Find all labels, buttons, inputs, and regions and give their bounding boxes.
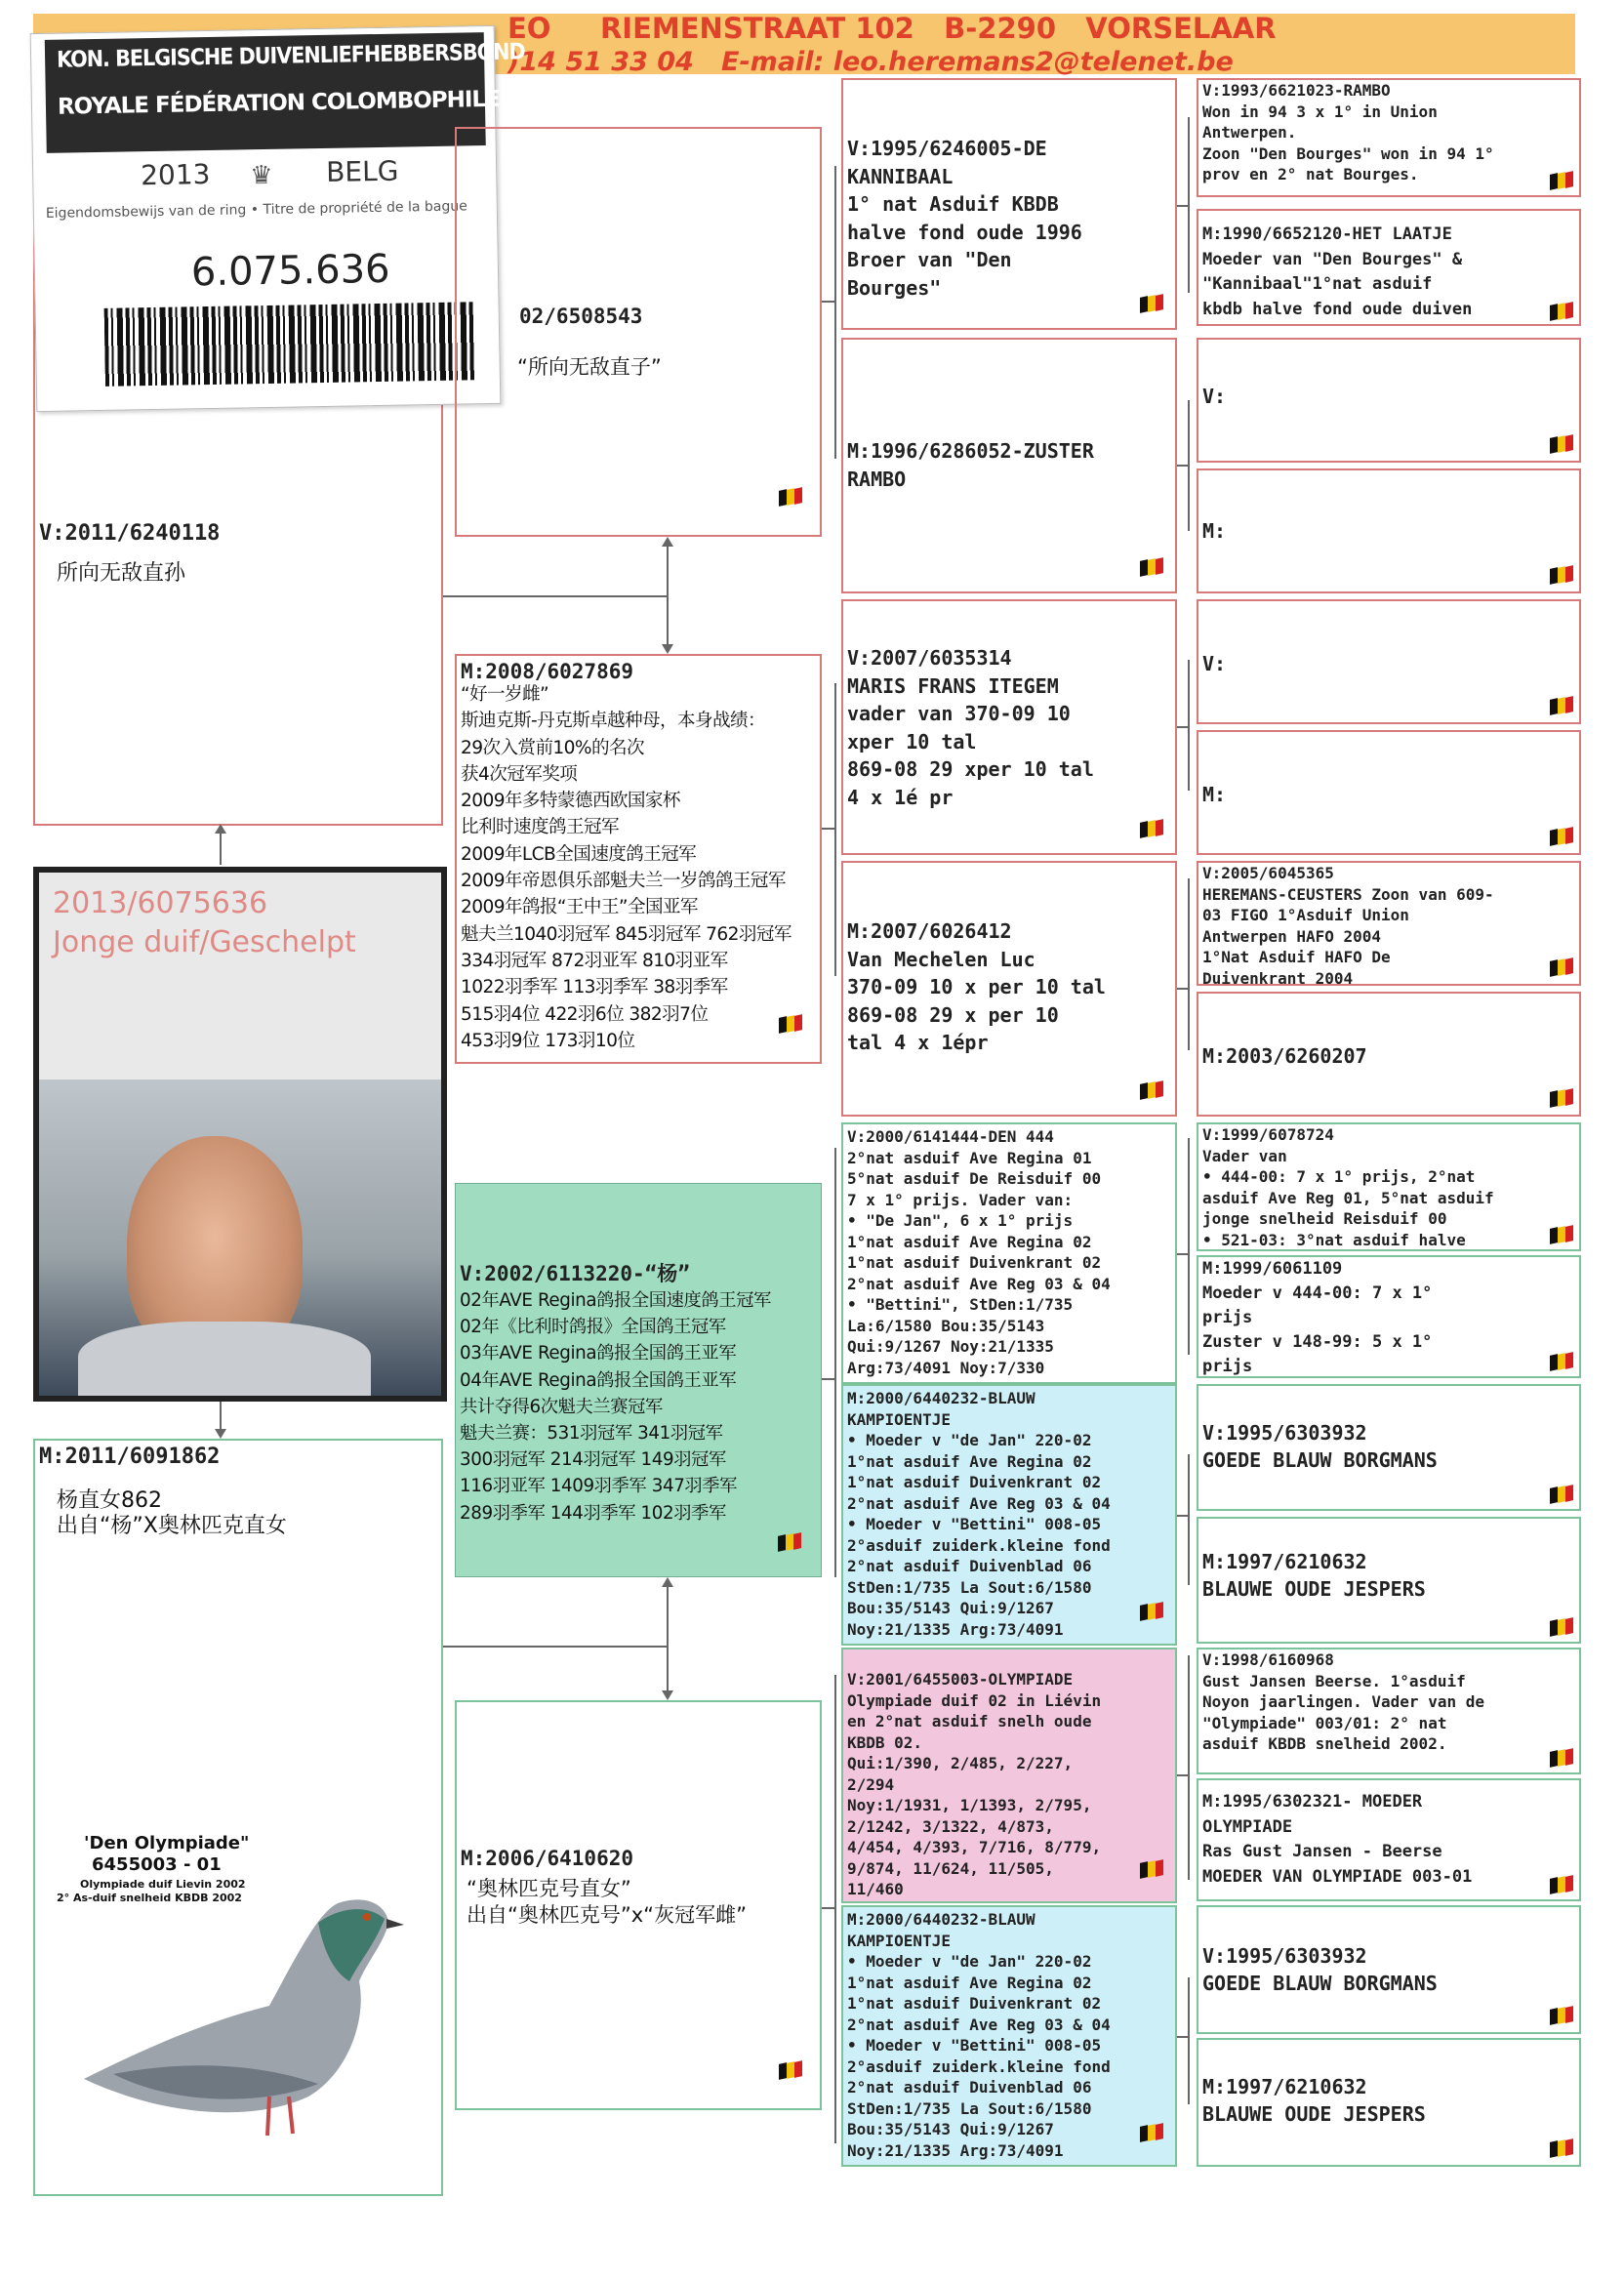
olympiade-name: 'Den Olympiade" [84, 1833, 250, 1853]
connector [822, 828, 835, 830]
subject-dam-note: 出自“杨”X奥林匹克直女 [57, 1514, 287, 1538]
connector-arrow [220, 826, 222, 865]
connector [1188, 1977, 1190, 2104]
gen2-text-3: V:2007/6035314 MARIS FRANS ITEGEM vader van 370-09 10 xper 10 tal 869-08 29 xper 10 tal 4 x 1é pr [847, 646, 1094, 809]
belgian-flag-icon [1140, 1079, 1165, 1105]
belgian-flag-icon [1550, 1616, 1575, 1642]
olympiade-ring: 6455003 - 01 [92, 1854, 222, 1875]
crown-icon: ♛ [249, 160, 273, 191]
gen3-box-5 [1197, 599, 1581, 724]
gen3-box-15 [1197, 1905, 1581, 2034]
belgian-flag-icon [778, 1531, 803, 1557]
gen2-box-5 [841, 1122, 1177, 1384]
belgian-flag-icon [1140, 818, 1165, 843]
belgian-flag-icon [1140, 556, 1165, 582]
gen3-text-8: M:2003/6260207 [1202, 1044, 1367, 1068]
gen3-text-16: M:1997/6210632 BLAUWE OUDE JESPERS [1202, 2075, 1426, 2126]
gen3-box-11 [1197, 1384, 1581, 1511]
breeder-shirt [78, 1322, 371, 1402]
gen2-text-4: M:2007/6026412 Van Mechelen Luc 370-09 10 x per 10 tal 869-08 29 x per 10 tal 4 x 1épr [847, 919, 1106, 1054]
connector [1188, 1138, 1190, 1355]
belgian-flag-icon [1550, 433, 1575, 459]
gen2-box-3 [841, 599, 1177, 855]
belgian-flag-icon [1140, 1601, 1165, 1626]
gen2-text-6: M:2000/6440232-BLAUW KAMPIOENTJE • Moeder v "de Jan" 220-02 1°nat asduif Ave Regina 02 1°nat asduif Duivenkrant 02 2°nat asduif Ave Reg 03 & 04 • Moeder v "Bettini" 008-05 2°asduif zuiderk.kleine fond 2°nat asduif Duivenblad 06 StDen:1/735 La Sout:6/1580 Bou:35/5143 Qui:9/1267 Noy:21/1335 Arg:73/4091 [847, 1389, 1111, 1639]
gen1-yang-id: V:2002/6113220-“杨” [460, 1262, 690, 1285]
gen2-box-8 [841, 1905, 1177, 2167]
olympiade-line1: Olympiade duif Lievin 2002 [80, 1878, 246, 1891]
ring-card-subtitle: Eigendomsbewijs van de ring • Titre de propriété de la bague [45, 198, 467, 222]
connector [1188, 878, 1190, 1050]
connector [834, 1675, 836, 2143]
subject-sire-id: V:2011/6240118 [39, 521, 221, 546]
gen3-text-6: M: [1202, 783, 1227, 806]
gen2-box-6 [841, 1384, 1177, 1646]
gen3-box-1 [1197, 78, 1581, 197]
ring-card-number: 6.075.636 [190, 246, 390, 296]
belgian-flag-icon [1550, 957, 1575, 982]
gen3-text-11: V:1995/6303932 GOEDE BLAUW BORGMANS [1202, 1421, 1438, 1472]
gen2-box-7 [841, 1648, 1177, 1903]
gen1-olympiade-daughter-text: “奥林匹克号直女” 出自“奥林匹克号”x“灰冠军雌” [467, 1877, 747, 1927]
belgian-flag-icon [1140, 2122, 1165, 2147]
gen2-text-5: V:2000/6141444-DEN 444 2°nat asduif Ave Regina 01 5°nat asduif De Reisduif 00 7 x 1° prijs. Vader van: • "De Jan", 6 x 1° prijs 1°nat asduif Ave Regina 02 1°nat asduif Duivenkrant 02 2°nat asduif Ave Reg 03 & 04 • "Bettini", StDen:1/735 La:6/1580 Bou:35/5143 Qui:9/1267 Noy:21/1335 Arg:73/4091 Noy:7/330 [847, 1127, 1111, 1377]
belgian-flag-icon [1550, 564, 1575, 590]
photo-card-label: Jonge duif/Geschelpt [53, 925, 356, 959]
gen2-text-1: V:1995/6246005-DE KANNIBAAL 1° nat Asduif KBDB halve fond oude 1996 Broer van "Den Bourges" [847, 137, 1082, 300]
gen3-text-4: M: [1202, 519, 1227, 543]
gen1-dam-text: “好一岁雌” 斯迪克斯-丹克斯卓越种母，本身战绩： 29次入赏前10%的名次 获4次冠军奖项 2009年多特蒙德西欧国家杯 比利时速度鸽王冠军 2009年LCB全国速度鸽王冠军 2009年帝恩俱乐部魁夫兰一岁鸽鸽王冠军 2009年鸽报“王中王”全国亚军 魁夫兰1040羽冠军 845羽冠军 762羽冠军 334羽冠军 872羽亚军 810羽亚军 1022羽季军 113羽季军 38羽季军 515羽4位 422羽6位 382羽7位 453羽9位 173羽10位 [461, 684, 792, 1051]
gen1-yang-text: 02年AVE Regina鸽报全国速度鸽王冠军 02年《比利时鸽报》全国鸽王冠军 03年AVE Regina鸽报全国鸽王亚军 04年AVE Regina鸽报全国鸽王亚军 共计夺得6次魁夫兰赛冠军 魁夫兰赛：531羽冠军 341羽冠军 300羽冠军 214羽冠军 149羽冠军 116羽亚军 1409羽季军 347羽季军 289羽季军 144羽季军 102羽季军 [460, 1290, 771, 1524]
gen3-box-9 [1197, 1122, 1581, 1251]
connector [834, 1148, 836, 1577]
connector [834, 166, 836, 459]
connector [1188, 1655, 1190, 1880]
gen3-box-8 [1197, 992, 1581, 1117]
connector [443, 595, 668, 597]
gen3-text-9: V:1999/6078724 Vader van • 444-00: 7 x 1° prijs, 2°nat asduif Ave Reg 01, 5°nat asduif jonge snelheid Reisduif 00 • 521-03: 3°nat asduif halve [1202, 1125, 1494, 1249]
connector [443, 1646, 668, 1648]
gen3-text-2: M:1990/6652120-HET LAATJE Moeder van "Den Bourges" & "Kannibaal"1°nat asduif kbdb halve fond oude duiven [1202, 224, 1473, 319]
belgian-flag-icon [779, 2059, 804, 2085]
gen2-text-2: M:1996/6286052-ZUSTER RAMBO [847, 439, 1094, 491]
olympiade-line2: 2° As-duif snelheid KBDB 2002 [57, 1892, 242, 1904]
subject-dam-box [33, 1439, 443, 2196]
gen2-box-4 [841, 861, 1177, 1117]
gen2-text-7: V:2001/6455003-OLYMPIADE Olympiade duif 02 in Liévin en 2°nat asduif snelh oude KBDB 02. Qui:1/390, 2/485, 2/227, 2/294 Noy:1/1931, 1/1393, 2/795, 2/1242, 3/1322, 4/873, 4/454, 4/393, 7/716, 8/779, 9/874, 11/624, 11/505, 11/460 [847, 1670, 1102, 1898]
connector [1188, 660, 1190, 791]
belgian-flag-icon [1550, 1351, 1575, 1376]
gen2-text-8: M:2000/6440232-BLAUW KAMPIOENTJE • Moeder v "de Jan" 220-02 1°nat asduif Ave Regina 02 1°nat asduif Duivenkrant 02 2°nat asduif Ave Reg 03 & 04 • Moeder v "Bettini" 008-05 2°asduif zuiderk.kleine fond 2°nat asduif Duivenblad 06 StDen:1/735 La Sout:6/1580 Bou:35/5143 Qui:9/1267 Noy:21/1335 Arg:73/4091 [847, 1910, 1111, 2160]
gen1-yang-box [455, 1183, 822, 1577]
belgian-flag-icon [1550, 1087, 1575, 1113]
belgian-flag-icon [779, 486, 804, 511]
gen1-olympiade-daughter-box [455, 1700, 822, 2110]
photo-card [33, 867, 447, 1402]
ring-card-org-fr: ROYALE FÉDÉRATION COLOMBOPHILE BELGE [57, 85, 583, 120]
gen3-box-14 [1197, 1778, 1581, 1901]
gen3-text-15: V:1995/6303932 GOEDE BLAUW BORGMANS [1202, 1944, 1438, 1995]
gen3-text-13: V:1998/6160968 Gust Jansen Beerse. 1°asduif Noyon jaarlingen. Vader van de "Olympiade" 003/01: 2° nat asduif KBDB snelheid 2002. [1202, 1650, 1484, 1753]
belgian-flag-icon [1550, 1874, 1575, 1899]
belgian-flag-icon [1140, 1858, 1165, 1884]
ring-card-country: BELG [325, 154, 399, 188]
ring-card-year: 2013 [140, 157, 211, 192]
belgian-flag-icon [1550, 2005, 1575, 2030]
gen2-box-2 [841, 338, 1177, 593]
header-address: EO RIEMENSTRAAT 102 B-2290 VORSELAAR [508, 12, 1277, 45]
belgian-flag-icon [779, 1013, 804, 1038]
gen3-text-14: M:1995/6302321- MOEDER OLYMPIADE Ras Gust Jansen - Beerse MOEDER VAN OLYMPIADE 003-01 [1202, 1792, 1473, 1887]
belgian-flag-icon [1550, 1747, 1575, 1772]
gen1-dam-box [455, 654, 822, 1064]
gen3-box-13 [1197, 1648, 1581, 1774]
header-contact: )14 51 33 04 E-mail: leo.heremans2@telenet.be [508, 47, 1234, 77]
subject-dam-name: 杨直女862 [57, 1488, 162, 1513]
belgian-flag-icon [1140, 293, 1165, 318]
connector-arrow [220, 1402, 222, 1437]
connector-arrow [667, 547, 669, 652]
gen1-sire-id: 02/6508543 [519, 305, 643, 328]
gen3-box-2 [1197, 209, 1581, 326]
belgian-flag-icon [1550, 826, 1575, 851]
gen3-text-7: V:2005/6045365 HEREMANS-CEUSTERS Zoon van 609- 03 FIGO 1°Asduif Union Antwerpen HAFO 2004 1°Nat Asduif HAFO De Duivenkrant 2004 [1202, 864, 1494, 988]
gen3-box-12 [1197, 1517, 1581, 1644]
gen1-dam-id: M:2008/6027869 [461, 660, 634, 683]
belgian-flag-icon [1550, 2138, 1575, 2163]
gen1-sire-note: “所向无敌直子” [517, 355, 662, 379]
belgian-flag-icon [1550, 301, 1575, 326]
gen3-text-1: V:1993/6621023-RAMBO Won in 94 3 x 1° in Union Antwerpen. Zoon "Den Bourges" won in 94 1° prov en 2° nat Bourges. [1202, 81, 1494, 183]
connector [1188, 117, 1190, 293]
connector [1188, 400, 1190, 531]
belgian-flag-icon [1550, 1484, 1575, 1509]
connector-arrow [667, 1587, 669, 1698]
belgian-flag-icon [1550, 695, 1575, 720]
connector [822, 301, 835, 303]
gen3-box-10 [1197, 1255, 1581, 1378]
gen1-olympiade-daughter-id: M:2006/6410620 [461, 1847, 634, 1870]
gen1-sire-box [455, 127, 822, 537]
ring-card-org-nl: KON. BELGISCHE DUIVENLIEFHEBBERSBOND [56, 39, 525, 73]
connector [834, 683, 836, 976]
gen3-text-10: M:1999/6061109 Moeder v 444-00: 7 x 1° prijs Zuster v 148-99: 5 x 1° prijs [1202, 1259, 1433, 1376]
gen3-box-16 [1197, 2038, 1581, 2167]
belgian-flag-icon [1550, 170, 1575, 195]
subject-dam-id: M:2011/6091862 [39, 1445, 221, 1469]
barcode [104, 302, 476, 387]
gen3-text-5: V: [1202, 652, 1227, 675]
gen3-text-3: V: [1202, 385, 1227, 408]
gen2-box-1 [841, 78, 1177, 330]
gen3-box-4 [1197, 468, 1581, 593]
photo-card-ring: 2013/6075636 [53, 886, 268, 920]
subject-sire-name: 所向无敌直孙 [57, 561, 186, 586]
gen3-box-3 [1197, 338, 1581, 463]
connector [1188, 1454, 1190, 1585]
gen3-box-6 [1197, 730, 1581, 855]
belgian-flag-icon [1550, 1224, 1575, 1249]
gen3-text-12: M:1997/6210632 BLAUWE OUDE JESPERS [1202, 1550, 1426, 1601]
connector [822, 1378, 835, 1380]
gen3-box-7 [1197, 861, 1581, 986]
connector [822, 1907, 835, 1909]
pigeon-image [74, 1835, 445, 2147]
